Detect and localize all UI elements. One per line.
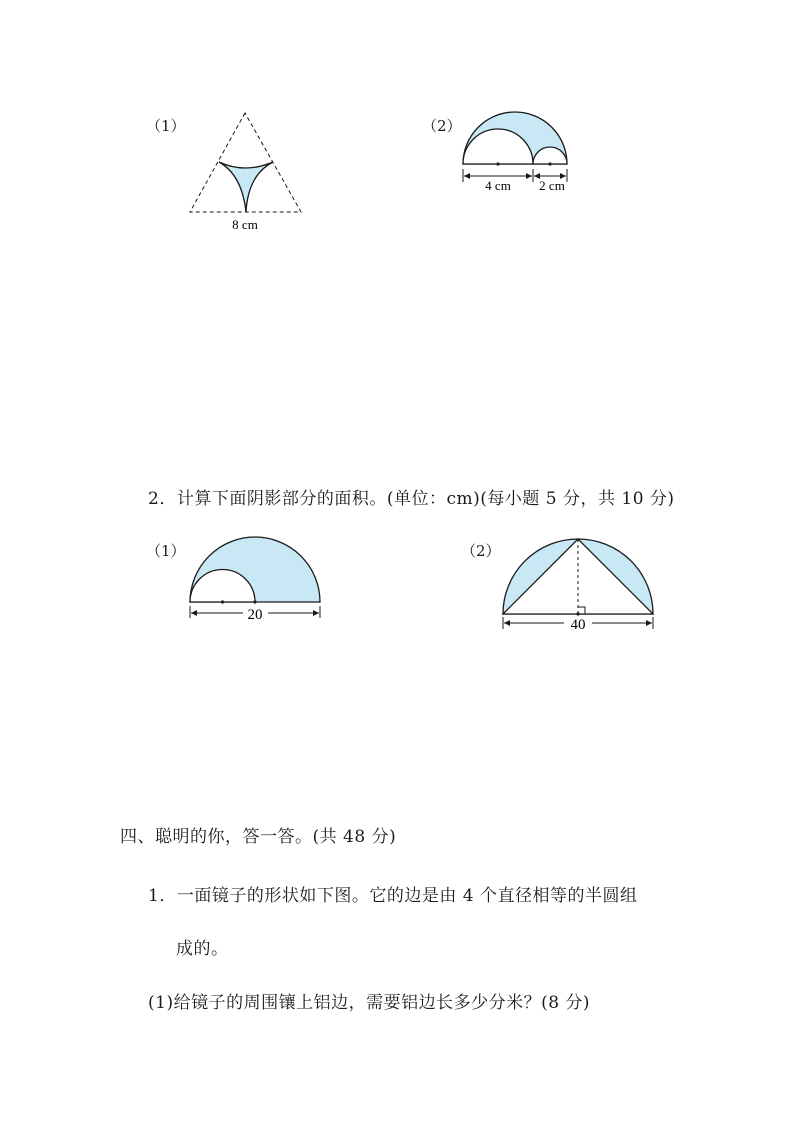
top-fig2-dim-left: 4 cm — [485, 178, 511, 193]
q2-fig1-diagram — [183, 528, 328, 628]
top-fig2-number: （2） — [422, 117, 462, 135]
center-dot-small — [221, 600, 224, 603]
question-2-text: 2．计算下面阴影部分的面积。(单位：cm)(每小题 5 分，共 10 分) — [148, 489, 675, 509]
center-dot-large — [253, 600, 256, 603]
q2-fig2-dim-label: 40 — [570, 617, 586, 633]
question-1-subquestion-1: (1)给镜子的周围镶上铝边，需要铝边长多少分米？(8 分) — [148, 993, 591, 1013]
q2-fig1-dim-label: 20 — [247, 607, 263, 623]
question-1-line-1: 1．一面镜子的形状如下图。它的边是由 4 个直径相等的半圆组 — [148, 886, 638, 906]
top-fig1-diagram — [180, 105, 310, 235]
top-fig2-dim-right: 2 cm — [539, 178, 565, 193]
question-1-line-2: 成的。 — [176, 939, 229, 959]
top-fig2-diagram — [455, 105, 580, 200]
top-fig1-number: （1） — [146, 117, 186, 135]
section-4-heading: 四、聪明的你，答一答。(共 48 分) — [120, 827, 397, 847]
shaded-curved-region — [219, 162, 273, 212]
top-fig1-dim-label: 8 cm — [232, 217, 258, 232]
center-dot — [576, 612, 579, 615]
q2-fig2-number: （2） — [461, 542, 501, 560]
center-dot-right — [548, 162, 551, 165]
q2-fig2-diagram — [496, 528, 661, 638]
center-dot-left — [496, 162, 499, 165]
q2-fig1-number: （1） — [146, 542, 186, 560]
